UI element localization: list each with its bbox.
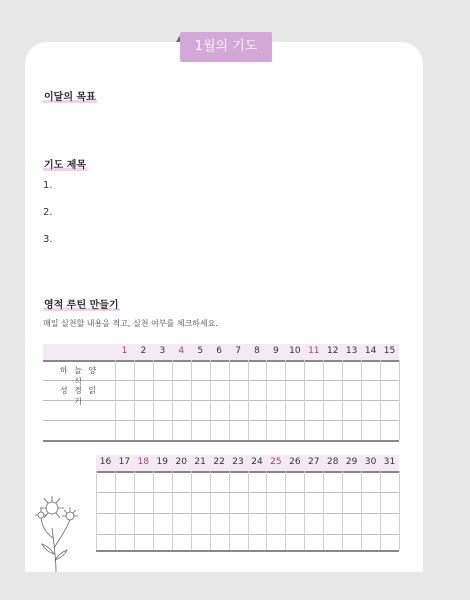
- check-cell[interactable]: [343, 514, 361, 534]
- check-cell[interactable]: [286, 493, 304, 513]
- day-number: 23: [232, 457, 244, 467]
- check-cell[interactable]: [116, 472, 134, 492]
- check-cell[interactable]: [135, 472, 153, 492]
- check-cell[interactable]: [230, 472, 248, 492]
- day-number: 7: [235, 346, 241, 356]
- check-cell[interactable]: [192, 493, 210, 513]
- check-cell[interactable]: [154, 535, 172, 550]
- day-number: 27: [308, 457, 320, 467]
- day-number: 20: [175, 457, 187, 467]
- grid1-row-label-2: 성 경 읽 기: [59, 386, 99, 406]
- check-cell[interactable]: [211, 514, 229, 534]
- check-cell[interactable]: [362, 421, 380, 440]
- check-cell[interactable]: [230, 493, 248, 513]
- check-cell[interactable]: [97, 535, 115, 550]
- day-number: 5: [197, 346, 204, 356]
- check-cell[interactable]: [192, 472, 210, 492]
- check-cell[interactable]: [343, 421, 361, 440]
- check-cell[interactable]: [154, 421, 172, 440]
- check-cell[interactable]: [230, 421, 248, 440]
- check-cell[interactable]: [173, 493, 191, 513]
- check-cell[interactable]: [286, 421, 304, 440]
- check-cell[interactable]: [381, 472, 399, 492]
- check-cell[interactable]: [97, 514, 115, 534]
- check-cell[interactable]: [116, 493, 134, 513]
- check-cell[interactable]: [324, 421, 342, 440]
- day-number: 28: [326, 457, 339, 467]
- prayer-heading: 기도 제목: [43, 156, 87, 171]
- check-cell[interactable]: [192, 361, 210, 380]
- check-cell[interactable]: [211, 535, 229, 550]
- day-number: 15: [383, 346, 396, 356]
- check-cell[interactable]: [381, 493, 399, 513]
- check-cell[interactable]: [230, 361, 248, 380]
- check-cell[interactable]: [173, 535, 191, 550]
- day-number: 2: [140, 346, 147, 356]
- check-cell[interactable]: [267, 514, 285, 534]
- routine-instruction: 매일 실천할 내용을 적고, 실천 여부를 체크하세요.: [43, 319, 218, 328]
- check-cell[interactable]: [305, 421, 323, 440]
- check-cell[interactable]: [362, 493, 380, 513]
- check-cell[interactable]: [362, 401, 380, 420]
- day-number: 10: [289, 346, 301, 356]
- prayer-item-1: 1.: [43, 180, 53, 191]
- check-cell[interactable]: [154, 361, 172, 380]
- check-cell[interactable]: [267, 472, 285, 492]
- check-cell[interactable]: [154, 381, 172, 400]
- day-number: 24: [251, 457, 263, 467]
- check-cell[interactable]: [343, 381, 361, 400]
- day-number: 29: [345, 457, 358, 467]
- day-number: 9: [273, 346, 279, 356]
- check-cell[interactable]: [324, 493, 342, 513]
- check-cell[interactable]: [211, 421, 229, 440]
- check-cell[interactable]: [249, 472, 267, 492]
- check-cell[interactable]: [192, 401, 210, 420]
- check-cell[interactable]: [249, 361, 267, 380]
- check-cell[interactable]: [211, 361, 229, 380]
- check-cell[interactable]: [362, 514, 380, 534]
- prayer-item-2: 2.: [43, 207, 53, 218]
- check-cell[interactable]: [211, 401, 229, 420]
- check-cell[interactable]: [381, 401, 399, 420]
- check-cell[interactable]: [267, 381, 285, 400]
- check-cell[interactable]: [305, 535, 323, 550]
- check-cell[interactable]: [343, 535, 361, 550]
- flower-illustration-icon: [32, 488, 82, 573]
- day-number: 1: [121, 346, 128, 356]
- check-cell[interactable]: [381, 514, 399, 534]
- day-number: 4: [178, 346, 185, 356]
- check-cell[interactable]: [116, 361, 134, 380]
- check-cell[interactable]: [173, 421, 191, 440]
- check-cell[interactable]: [267, 401, 285, 420]
- check-cell[interactable]: [116, 381, 134, 400]
- day-number: 12: [326, 346, 339, 356]
- check-cell[interactable]: [343, 401, 361, 420]
- check-cell[interactable]: [305, 472, 323, 492]
- check-cell[interactable]: [173, 514, 191, 534]
- check-cell[interactable]: [211, 381, 229, 400]
- check-cell[interactable]: [135, 361, 153, 380]
- page-title-tab: 1월의 기도: [180, 32, 272, 62]
- check-cell[interactable]: [286, 514, 304, 534]
- day-number: 8: [254, 346, 260, 356]
- check-cell[interactable]: [305, 361, 323, 380]
- check-cell[interactable]: [343, 472, 361, 492]
- check-cell[interactable]: [135, 493, 153, 513]
- check-cell[interactable]: [324, 472, 342, 492]
- check-cell[interactable]: [116, 421, 134, 440]
- check-cell[interactable]: [154, 514, 172, 534]
- grid1-row-label-1: 하 늘 양 식: [59, 366, 99, 386]
- goal-heading: 이달의 목표: [43, 88, 97, 103]
- day-number: 3: [159, 346, 166, 356]
- day-number: 31: [383, 457, 396, 467]
- check-cell[interactable]: [116, 514, 134, 534]
- check-cell[interactable]: [135, 535, 153, 550]
- check-cell[interactable]: [116, 401, 134, 420]
- check-cell[interactable]: [324, 401, 342, 420]
- check-cell[interactable]: [192, 421, 210, 440]
- check-cell[interactable]: [286, 472, 304, 492]
- check-cell[interactable]: [324, 361, 342, 380]
- check-cell[interactable]: [116, 535, 134, 550]
- day-number: 18: [137, 457, 150, 467]
- check-cell[interactable]: [192, 381, 210, 400]
- check-cell[interactable]: [305, 514, 323, 534]
- day-number: 17: [118, 457, 131, 467]
- check-cell[interactable]: [249, 493, 267, 513]
- day-number: 16: [99, 457, 112, 467]
- grid-row-line: [96, 550, 399, 552]
- check-cell[interactable]: [230, 381, 248, 400]
- check-cell[interactable]: [135, 421, 153, 440]
- check-cell[interactable]: [286, 535, 304, 550]
- day-number: 19: [156, 457, 168, 467]
- day-number: 26: [289, 457, 301, 467]
- day-number: 6: [216, 346, 222, 356]
- check-cell[interactable]: [381, 421, 399, 440]
- check-cell[interactable]: [249, 514, 267, 534]
- check-cell[interactable]: [267, 361, 285, 380]
- check-cell[interactable]: [230, 514, 248, 534]
- check-cell[interactable]: [362, 381, 380, 400]
- check-cell[interactable]: [135, 514, 153, 534]
- check-cell[interactable]: [154, 401, 172, 420]
- check-cell[interactable]: [173, 401, 191, 420]
- check-cell[interactable]: [154, 472, 172, 492]
- check-cell[interactable]: [173, 381, 191, 400]
- check-cell[interactable]: [381, 535, 399, 550]
- check-cell[interactable]: [362, 361, 380, 380]
- check-cell[interactable]: [324, 514, 342, 534]
- grid-column-line: [399, 360, 400, 440]
- day-number: 11: [308, 346, 320, 356]
- check-cell[interactable]: [173, 472, 191, 492]
- check-cell[interactable]: [249, 381, 267, 400]
- check-cell[interactable]: [362, 472, 380, 492]
- check-cell[interactable]: [286, 381, 304, 400]
- grid-column-line: [399, 471, 400, 550]
- grid-row-line: [43, 440, 399, 442]
- day-number: 14: [364, 346, 377, 356]
- day-number: 22: [213, 457, 225, 467]
- check-cell[interactable]: [267, 535, 285, 550]
- check-cell[interactable]: [97, 493, 115, 513]
- check-cell[interactable]: [230, 535, 248, 550]
- check-cell[interactable]: [343, 493, 361, 513]
- check-cell[interactable]: [305, 401, 323, 420]
- check-cell[interactable]: [305, 493, 323, 513]
- check-cell[interactable]: [135, 401, 153, 420]
- check-cell[interactable]: [173, 361, 191, 380]
- check-cell[interactable]: [230, 401, 248, 420]
- check-cell[interactable]: [267, 421, 285, 440]
- check-cell[interactable]: [211, 493, 229, 513]
- check-cell[interactable]: [343, 361, 361, 380]
- check-cell[interactable]: [192, 514, 210, 534]
- check-cell[interactable]: [97, 472, 115, 492]
- check-cell[interactable]: [286, 401, 304, 420]
- check-cell[interactable]: [267, 493, 285, 513]
- day-number: 30: [364, 457, 377, 467]
- check-cell[interactable]: [305, 381, 323, 400]
- check-cell[interactable]: [381, 381, 399, 400]
- check-cell[interactable]: [249, 421, 267, 440]
- day-number: 13: [345, 346, 358, 356]
- check-cell[interactable]: [324, 381, 342, 400]
- prayer-item-3: 3.: [43, 234, 53, 245]
- day-number: 25: [270, 457, 282, 467]
- check-cell[interactable]: [211, 472, 229, 492]
- check-cell[interactable]: [135, 381, 153, 400]
- check-cell[interactable]: [192, 535, 210, 550]
- routine-heading: 영적 루틴 만들기: [43, 296, 120, 311]
- check-cell[interactable]: [362, 535, 380, 550]
- check-cell[interactable]: [381, 361, 399, 380]
- check-cell[interactable]: [324, 535, 342, 550]
- check-cell[interactable]: [154, 493, 172, 513]
- check-cell[interactable]: [249, 401, 267, 420]
- check-cell[interactable]: [286, 361, 304, 380]
- check-cell[interactable]: [249, 535, 267, 550]
- day-number: 21: [194, 457, 206, 467]
